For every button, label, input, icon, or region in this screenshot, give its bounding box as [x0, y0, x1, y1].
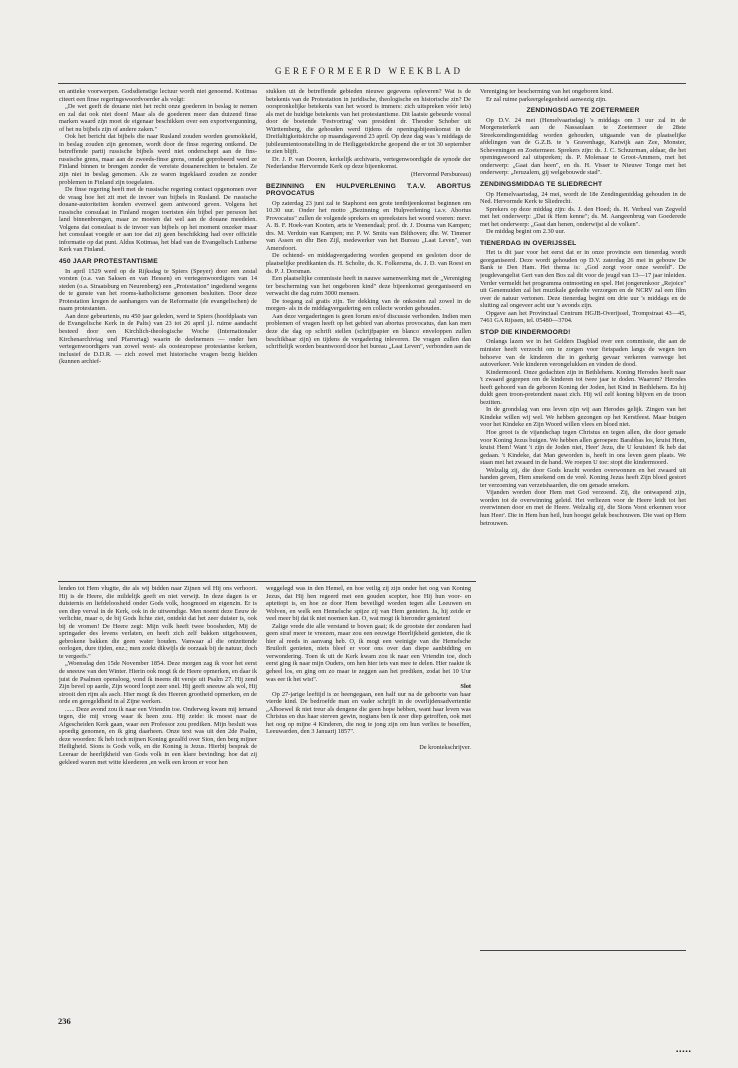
section-heading: STOP DIE KINDERMOORD! [480, 328, 571, 336]
divider-top [58, 83, 686, 84]
paragraph: Aan deze vergaderingen is geen forum en/of discussie verbonden. Indien men problemen of vragen heeft op het gebied van abortus provocatus, dan kan men deze die dag op schrift stellen (schrijfpapier en blanco enveloppen zullen beschikbaar zijn) en tijdens de vergadering inleveren. De vragen zullen dan schriftelijk worden beantwoord door het bureau „Laat Leven", verbonden aan de [266, 312, 471, 351]
paragraph: Dr. J. P. van Dooren, kerkelijk archivaris, vertegenwoordigde de synode der Nederlandse Hervormde Kerk op deze bijeenkomst. [266, 155, 471, 171]
section-heading: BEZINNING EN HULPVERLENING T.A.V. ABORTUS PROVOCATUS [266, 182, 471, 198]
paragraph: „Woensdag den 15de November 1854. Deze morgen zag ik voor het eerst de sneeuw van den Winter. Hierin ook mogt ik de Heere opmerken, en daar ik juist de Psalmen opensloeg, vond ik ineens dit versje uit Psalm 27. Hij zend Zijn bevel op aarde, Zijn woord loopt zeer snel. Hij geeft sneeuw als wol, Hij strooit den rijm als asch. Hier mogt ik des Heeren grootheid opmerken, en de orde en geregeldheid in al Zijne werken. [59, 660, 257, 706]
paragraph: Op zaterdag 23 juni zal te Staphorst een grote tentbijeenkomst beginnen om 10.30 uur. Onder het motto „Bezinning en Hulpverlening t.a.v. Abortus Provocatus" zullen de volgende sprekers en spreeksters het woord voeren: mevr. A. B. F. Hoek-van Kooten, arts te Veenendaal; prof. dr. J. Douma van Kampen; drs. M. Verduin van Kampen; mr. P. W. Smits van Bilthoven; dhr. W. Timmer van Assen en dhr Ben Zijl, medewerker van het Bureau „Laat Leven", van Amersfoort. [266, 199, 471, 252]
section-heading: TIENERDAG IN OVERIJSSEL [480, 239, 577, 247]
paragraph: ...... Deze avond zou ik naar een Vriendin toe. Onderweg kwam mij iemand tegen, die mij vroeg waar ik heen zou. Hij zeide: ik moest naar de Afgescheiden Kerk gaan, waar een Professor zou prediken. Mijn besluit was spoedig genomen, en ik ging daarheen. Onze text was uit den 2de Psalm, deze woorden: Ik heb toch mijnen Koning gezalfd over Sion, den berg mijner Heiligheid. Sions is Gods volk, en die Koning is Jezus. Hierbij besprak de Leeraar de heerlijkheid van Gods volk in een klare bevinding; hoe dat zij gekleed waren met witte kleederen ,en welk een kroon er voor hen [59, 705, 257, 766]
paragraph: Vereniging ter bescherming van het ongeboren kind. [480, 88, 614, 95]
paragraph: Ook het bericht dat bijbels die naar Rusland zouden worden gesmokkeld, in beslag zouden zijn genomen, wordt door de finse regering ontkend. De betreffende partij russische bijbels werd niet onderschept aan de fins-russische grens, maar aan de zweeds-finse grens, omdat geprobeerd werd ze Finland binnen te brengen zonder de vereiste douanerechten te betalen. Ze zijn niet in beslag genomen. Als ze waren ingeklaard zouden ze zonder problemen in Finland zijn toegelaten. [59, 133, 257, 186]
column-2-top [266, 88, 471, 579]
author-signature: De kroniekschrijver. [419, 743, 471, 751]
column-1-bottom [59, 585, 257, 1005]
paragraph: lenden tot Hem vlugtte, die als wij bidden naar Zijnen wil Hij ons verhoort. Hij is de Heere, die mildelijk geeft en niet verwijt. In deze dagen is er duisternis en liefdeloosheid onder Gods volk, hoogmoed en eigenzin. Er is een diep verval in de Kerk, ook in de uitwendige. Men noemt deze Eeuw de verlichte, maar o, de bij Gods lichte ziet, ontdekt dat het zeer duister is, ook bij de vromen! De Heere zegt: Mijn volk heeft twee boosheden, Mij de springader des levens verlaten, en heeft zich zelf bakken uitgehouwen, gebrokene bakken die geen water houden. Vanwaar al die ontzettende oorlogen, dure tijden, enz.; men zoekt dikwijls de oorzaak bij de natuur, doch te vergeefs." [59, 585, 257, 660]
section-heading: ZENDINGSDAG TE ZOETERMEER [526, 107, 640, 115]
divider-mid [58, 581, 476, 582]
paragraph: Opgave aan het Provinciaal Centrum HGJB-Overijssel, Trompstraat 43—45, 7461 GA Rijssen, tel. 05480—3704. [480, 309, 686, 325]
paragraph: Zalige vrede die alle verstand te boven gaat; ik de grootste der zondaren had geen straf meer te vreezen, maar zou een eeuwige Heerlijkheid genieten, die ik hier al reeds in aanvang heb. O, ik mogt een weinigje van die Hemelsche Bruiloft genieten, niets bleef er voor ons over dan diepe aanbidding en verwondering. Toen ik uit de Kerk kwam zou ik naar een Vriendin toe, doch eerst ging ik naar mijn Ouders, om hen hier iets van mee te delen. Hier raakte ik geheel los, en ging om zo maar te zeggen aan het prediken, zodat het 10 Uur was eer ik het wist". [266, 622, 471, 683]
column-3 [480, 88, 686, 950]
page-number: 236 [58, 1016, 71, 1026]
paragraph: weggelegd was in den Hemel, en hoe veilig zij zijn onder het oog van Koning Jezus, dat Hij hen regeerd met een gouden scepter, hoe Hij hun voor- en aptettopt is, en hoe ze door Hem beveiligd worden tegen alle Leeuwen en Wolven, en welk een Hemelsche spijze zij van Hem genieten. Ja, hij zeide er veel meer bij dat ik niet noemen kan. O, wat mogt ik hieronder genieten! [266, 585, 471, 623]
paragraph: De toegang zal gratis zijn. Ter dekking van de onkosten zal zowel in de morgen- als in de middagvergadering een collecte worden gehouden. [266, 297, 471, 313]
slot-label: Slot [460, 683, 471, 691]
paragraph: Een plaatselijke commissie heeft in nauwe samenwerking met de „Vereniging ter bescherming van het ongeboren kind" deze bijeenkomst georganiseerd en verwacht die dag ruim 3000 mensen. [266, 275, 471, 298]
paragraph: In de grondslag van ons leven zijn wij aan Herodes gelijk. Zingen van het Kindeke willen wij wel. We hebben gezongen op het Kerstfeest. Maar buigen voor het Kindeke en Zijn Woord willen vlees en bloed niet. [480, 406, 686, 429]
paragraph: Op D.V. 24 mei (Hemelvaartsdag) 's middags om 3 uur zal in de Morgensterkerk aan de Nassaulaan te Zoetermeer de 28ste Streekzendingsmiddag worden gehouden, uitgaande van de plaatselijke afdelingen van de G.Z.B. te 's Gravenhage, Katwijk aan Zee, Monster, Scheveningen en Zoetermeer. Sprekers zijn: ds. J. C. Schuurman, aldaar, die het openingswoord zal uitspreken; ds. P. Molenaar te Groot-Ammers, met het onderwerp: „Gaat dan heen", en ds. H. Visser te Nieuwe Tonge met het onderwerp: „Jeruzalem, gij welgebouwde stad". [480, 116, 686, 177]
paragraph: De ochtend- en middagvergadering worden geopend en gesloten door de plaatselijke predikanten ds. H. Scholte, ds. K. Folkersma, ds. J. D. van Roest en ds. P. J. Dorsman. [266, 252, 471, 275]
source-credit: (Hervormd Persbureau) [410, 171, 471, 179]
paragraph: Welzalig zij, die door Gods kracht worden overwonnen en het zwaard uit handen geven, Hem smekend om de vreê. Koning Jezus heeft Zijn bloed gestort ter verzoening van verzetshaarden, die om genade smeken. [480, 466, 686, 489]
section-heading: 450 JAAR PROTESTANTISME [59, 258, 158, 266]
paragraph: Hoe groot is de vijandschap tegen Christus en tegen allen, die door genade voor Koning Jezus buigen. We hebben allen geroepen: Barabbas los, kruist Hem, kruist Hem! Want 't zijn de Joden niet, Heer' Jezu, die U kruisten! Ik heb dat gedaan. 't Kindeke, dat Man geworden is, heeft in ons leven geen plaats. We staan met het zwaard in de hand. We roepen U toe: stopt die kindermoord. [480, 428, 686, 467]
column-1-top [59, 88, 257, 579]
paragraph: en antieke voorwerpen. Godsdienstige lectuur wordt niet genoemd. Kotimaa citeert een finse regeringswoordvoerder als volgt: [59, 88, 257, 103]
paragraph: Het is dit jaar voor het eerst dat er in onze provincie een tienerdag wordt georganiseerd. Deze wordt gehouden op D.V. zaterdag 26 mei in gebouw De Bank te Den Ham. Het thema is: „God zorgt voor onze wereld". De jeugdevangelist Gert van den Bos zal dit voor de jeugd van 13—17 jaar inleiden. Verder vermeldt het programma ontmoeting en spel. Het jongerenkoor „Rejoice" uit Genemuiden zal het muzikale gedeelte verzorgen en de NCRV zal een film over de natuur vertonen. Deze tienerdag begint om drie uur 's middags en de sluiting zal ongeveer acht uur 's avonds zijn. [480, 249, 686, 310]
paragraph: Kindermoord. Onze gedachten zijn in Bethlehem. Koning Herodes heeft naar 't zwaard gegrepen om de kinderen tot twee jaar te doden. Waarom? Herodes heeft gehoord van de geboren Koning der Joden, het Kind in Bethlehem. En hij duldt geen troon-pretendent naast zich. Hij wil zelf koning blijven en de troon bezitten. [480, 368, 686, 406]
paragraph: stukken uit de betreffende gebieden nieuwe gegevens opleveren? Wat is de betekenis van de Protestation in juridische, theologische en historische zin? De oorspronkelijke betekenis van het woord is immers: zich uitspreken vóór iets) als met de huidige betekenis van het protestantisme. Dit laatste gebeurde vooral door de boeiende 'Festvortrag' van president dr. Theodor Schober uit Württemberg, die gehouden werd tijdens de openingsbijeenkomst in de Dreifaltigkeitskirche op maandagavond 23 april. Op deze dag was 's middags de jubileumtentoonstelling in de Heiliggeistkirche geopend die er tot 30 september te zien blijft. [266, 88, 471, 156]
paragraph: In april 1529 werd op de Rijksdag te Spiers (Speyer) door een zestal vorsten (o.a. van Saksen en van Hessen) en vertegenwoordigers van 14 steden (o.a. Straatsburg en Neurenberg) een „Protestation" ingediend wegens de te gunste van het rooms-katholicisme genomen besluiten. Door deze Protestation kregen de aanhangers van de Reformatie (de evangelischen) de naam protestanten. [59, 267, 257, 313]
footer-mark: ▪▪▪▪▪ [676, 1049, 692, 1055]
paragraph: Er zal ruime parkeergelegenheid aanwezig zijn. [486, 95, 607, 103]
paragraph: Aan deze gebeurtenis, nu 450 jaar geleden, werd te Spiers (hoofdplaats van de Evangelische Kerk in de Palts) van 23 tot 26 april j.l. ruime aandacht besteed door een Kirchlich-theologische Woche (Internationaler Kirchenarchivtag und Pfarrertag) waarin de deelnemers — onder hen vertegenwoordigers van zowel west- als oosteuropese protestantse kerken, inclusief de D.D.R. — zich zowel met historische vragen bezig hielden (kunnen archief- [59, 312, 257, 366]
paragraph: Op 27-jarige leeftijd is ze heengegaan, een half uur na de geboorte van haar vierde kind. De bedroefde man en vader schrijft in de overlijdensadvertentie „Alhoewel ik niet treur als dengene die geen hope hebben, want haar leven was Christus en dus haar sterven gewin, nogtans ben ik zeer diep getroffen, ook met het oog op mijne 4 Kinderen, die nog te jong zijn om hun verlies te beseffen, Leeuwarden, den 3 Januarij 1857". [266, 690, 471, 736]
paragraph: Op Hemelvaartsdag, 24 mei, wordt de 18e Zendingsmiddag gehouden in de Ned. Hervormde Kerk te Sliedrecht. [480, 190, 686, 206]
paragraph: De middag begint om 2.30 uur. [486, 228, 566, 236]
page-header-title: GEREFORMEERD WEEKBLAD [274, 66, 464, 76]
section-heading: ZENDINGSMIDDAG TE SLIEDRECHT [480, 181, 603, 189]
paragraph: Vijanden worden door Hem met God verzoend. Zij, die ontwapend zijn, worden tot de overwinning geleid. Het verliezen voor de Heere leidt tot het overwinnen door en met de Heere. Welzalig zij, die Sions Vorst erkennen voor hun Heer'. Die in Hem hun heil, hun hoogst geluk beschouwen. Die vast op Hem betrouwen. [480, 489, 686, 527]
paragraph: De finse regering heeft met de russische regering contact opgenomen over de vraag hoe het zit met de invoer van bijbels in Rusland. De russische douane-autoriteiten konden evenwel geen antwoord geven. Volgens het russische consulaat in Finland mogen toeristen één bijbel per persoon het land binnenbrengen, maar ze moeten dat wel aan de douane meedelen. Volgens dat consulaat is de invoer van bijbels op het moment onzeker maar het consulaat voegde er aan toe dat zij geen beschikking had over officiële informatie op dat punt. Aldus Kotimaa, het blad van de Evangelisch Lutherse Kerk van Finland. [59, 186, 257, 254]
paragraph: Sprekers op deze middag zijn: ds. J. den Hoed; ds. H. Verheul van Zegveld met het onderwerp: „Dat ik Hem kenne"; ds. M. Aangeenbrug van Goederede met het onderwerp: „Gaat dan henen, onderwijst al de volken". [480, 205, 686, 228]
column-2-bottom [266, 585, 471, 1005]
paragraph: Onlangs lazen we in het Gelders Dagblad over een commissie, die aan de minister heeft verzocht om te zorgen voor fietspaden langs de wegen ten behoeve van de kinderen die in gedurig gevaar verkeren vanwege het autoverkeer. Vele kinderen verongelukken en vinden de dood. [480, 338, 686, 369]
divider-col3-bottom [480, 950, 686, 951]
paragraph: „De wet geeft de douane niet het recht onze goederen in beslag te nemen en zal dat ook niet doen! Maar als de goederen meer dan duizend finse marken waard zijn moet de eigenaar beschikken over een exportvergunning, of het nu bijbels zijn of andere zaken." [59, 103, 257, 133]
